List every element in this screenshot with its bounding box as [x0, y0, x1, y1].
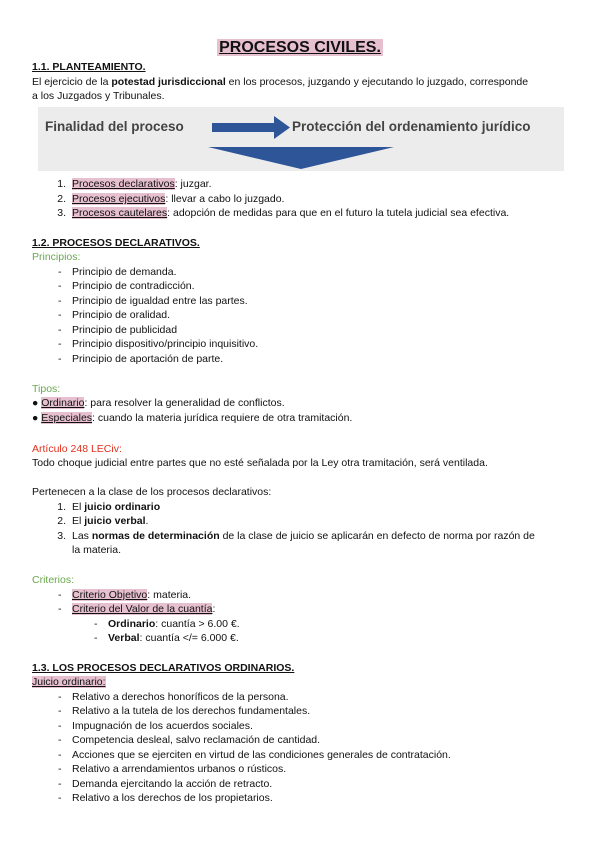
item-text: . [145, 515, 149, 527]
bullet-icon: ● [32, 412, 39, 424]
process-banner [38, 107, 564, 171]
principios-label: Principios: [32, 251, 81, 263]
item-text: : juzgar. [174, 178, 212, 190]
item-text: Principio de igualdad entre las partes. [72, 295, 248, 307]
bold-term: normas de determinación [91, 530, 220, 542]
articulo-label: Artículo 248 LECiv: [32, 443, 122, 455]
item-text: : [212, 603, 216, 615]
bold-term: Verbal [108, 632, 140, 644]
term-highlight: Ordinario [41, 397, 85, 409]
term-highlight: Criterio del Valor de la cuantía [72, 603, 213, 615]
bold-term: juicio ordinario [84, 501, 161, 513]
arrow-right-shaft [212, 123, 276, 132]
bold-term: juicio verbal [84, 515, 146, 527]
document-page: PROCESOS CIVILES. 1.1. PLANTEAMIENTO. El ejercicio de la potestad jurisdiccional en los procesos, juzgando y ejecutando lo juzgado, corresponde a los Juzgados y Tribunales. Finalidad del proceso Protección del ordenamiento jurídico 1. Procesos declarativos: juzgar. 2. Procesos ejecutivos: llevar a cabo lo juzgado. 3. Procesos cautelares: adopción de medidas para que en el futuro la tutela judicial sea efectiva. 1.2. PROCESOS DECLARATIVOS. Principios: - Principio de demanda. - Principio de contradicción. - Principio de igualdad entre las partes. - Principio de oralidad. - Principio de publicidad - Principio dispositivo/principio inquisitivo. - Principio de aportación de parte. Tipos: ● Ordinario: para resolver la generalidad de conflictos. ● Especiales: cuando la materia jurídica requiere de otra tramitación. Artículo 248 LECiv: Todo choque judicial entre partes que no esté señalada por la Ley otra tramitación, será ventilada. Pertenecen a la clase de los procesos declarativos: 1. El juicio ordinario 2. El juicio verbal. 3. Las normas de determinación de la clase de juicio se aplicarán en defecto de norma por razón de la materia. Criterios: - Criterio Objetivo: materia. - Criterio del Valor de la cuantía: - Ordinario: cuantía > 6.00 €. - Verbal: cuantía </= 6.000 €. 1.3. LOS PROCESOS DECLARATIVOS ORDINARIOS. Juicio ordinario: - Relativo a derechos honoríficos de la persona. - Relativo a la tutela de los derechos fundamentales. - Impugnación de los acuerdos sociales. - Competencia desleal, salvo reclamación de cantidad. - Acciones que se ejerciten en virtud de las condiciones generales de contratación. - Relativo a arrendamientos urbanos o rústicos. - Demanda ejercitando la acción de retracto. - Relativo a los derechos de los propietarios. [0, 0, 600, 848]
paragraph-line-1 [32, 75, 528, 89]
item-number: 1. [57, 178, 66, 190]
item-number: 2. [57, 515, 66, 527]
list-item [0, 206, 600, 220]
tipo-item [32, 396, 285, 410]
item-text: : cuantía </= 6.000 €. [139, 632, 239, 644]
item-text: Las [72, 530, 92, 542]
bold-term: potestad jurisdiccional [111, 76, 226, 88]
item-text: El [72, 501, 85, 513]
item-text: Principio de publicidad [72, 324, 178, 336]
articulo-text: Todo choque judicial entre partes que no esté señalada por la Ley otra tramitación, será ventilada. [32, 457, 488, 469]
juicio-label: Juicio ordinario: [32, 676, 106, 688]
item-number: 3. [57, 207, 66, 219]
text: en los procesos, juzgando y ejecutando lo juzgado, corresponde [225, 76, 529, 88]
item-text: Principio dispositivo/principio inquisitivo. [72, 338, 259, 350]
item-text: Relativo a la tutela de los derechos fundamentales. [72, 705, 311, 717]
term-highlight: Procesos declarativos [72, 178, 175, 190]
item-number: 3. [57, 530, 66, 542]
section-heading-1-2: 1.2. PROCESOS DECLARATIVOS. [32, 237, 200, 249]
term-highlight: Procesos cautelares [72, 207, 168, 219]
item-text: Acciones que se ejerciten en virtud de las condiciones generales de contratación. [72, 749, 451, 761]
chevron-down-shape [208, 147, 394, 169]
banner-graphic [38, 107, 564, 171]
tipo-item [32, 411, 352, 425]
tipos-label: Tipos: [32, 383, 61, 395]
item-text: : adopción de medidas para que en el futuro la tutela judicial sea efectiva. [167, 207, 510, 219]
section-heading-1-1: 1.1. PLANTEAMIENTO. [32, 61, 146, 73]
item-continuation: la materia. [72, 544, 122, 556]
item-text: : llevar a cabo lo juzgado. [165, 193, 285, 205]
term-highlight: Especiales [41, 412, 93, 424]
item-text: Principio de demanda. [72, 266, 177, 278]
item-text: Relativo a arrendamientos urbanos o rústicos. [72, 763, 287, 775]
banner-left-text: Finalidad del proceso [45, 119, 184, 134]
section-heading-1-3: 1.3. LOS PROCESOS DECLARATIVOS ORDINARIOS. [32, 662, 295, 674]
paragraph-line-2: a los Juzgados y Tribunales. [32, 90, 165, 102]
item-text: Demanda ejercitando la acción de retracto. [72, 778, 273, 790]
bullet-icon: ● [32, 397, 39, 409]
list-item [0, 192, 600, 206]
term-highlight: Procesos ejecutivos [72, 193, 166, 205]
item-text: de la clase de juicio se aplicarán en defecto de norma por razón de [219, 530, 535, 542]
item-text: Relativo a derechos honoríficos de la persona. [72, 691, 289, 703]
item-number: 1. [57, 501, 66, 513]
item-text: : para resolver la generalidad de conflictos. [84, 397, 285, 409]
page-title: PROCESOS CIVILES. [219, 39, 381, 56]
bold-term: Ordinario [108, 618, 156, 630]
item-text: Principio de aportación de parte. [72, 353, 224, 365]
pertenecen-text: Pertenecen a la clase de los procesos declarativos: [32, 486, 272, 498]
term-highlight: Criterio Objetivo [72, 589, 148, 601]
criterios-label: Criterios: [32, 574, 75, 586]
item-text: : materia. [147, 589, 192, 601]
list-item [0, 177, 600, 191]
item-text: Relativo a los derechos de los propietarios. [72, 792, 273, 804]
item-text: : cuando la materia jurídica requiere de otra tramitación. [92, 412, 353, 424]
title-row [0, 38, 600, 59]
item-text: Principio de contradicción. [72, 280, 195, 292]
banner-right-text: Protección del ordenamiento jurídico [292, 119, 531, 134]
item-text: : cuantía > 6.00 €. [155, 618, 240, 630]
item-text: Principio de oralidad. [72, 309, 171, 321]
juicio-label-row [32, 675, 106, 689]
item-text: Competencia desleal, salvo reclamación de cantidad. [72, 734, 321, 746]
item-number: 2. [57, 193, 66, 205]
text: El ejercicio de la [32, 76, 112, 88]
item-text: El [72, 515, 85, 527]
item-text: Impugnación de los acuerdos sociales. [72, 720, 253, 732]
